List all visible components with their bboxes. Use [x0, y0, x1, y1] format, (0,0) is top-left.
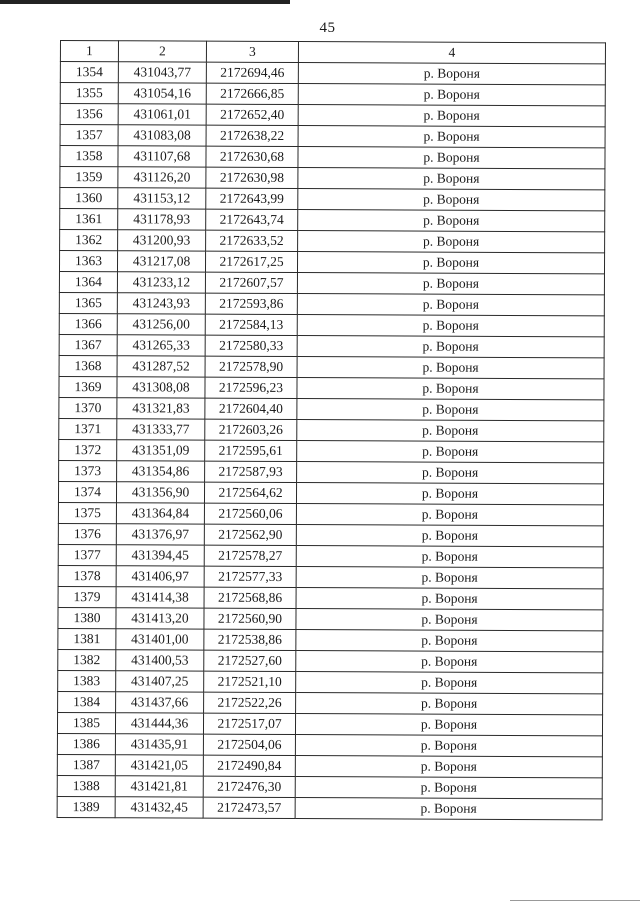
- coord-x-cell: 431421,05: [115, 755, 203, 776]
- coord-x-cell: 431414,38: [116, 587, 204, 608]
- coord-x-cell: 431376,97: [116, 524, 204, 545]
- point-number-cell: 1382: [58, 649, 116, 670]
- point-number-cell: 1364: [59, 271, 117, 292]
- table-row: [60, 83, 605, 106]
- coord-x-cell: 431407,25: [116, 671, 204, 692]
- table-row: [59, 376, 604, 399]
- coord-y-cell: 2172578,27: [204, 545, 296, 566]
- location-cell: р. Вороня: [296, 588, 603, 610]
- table-row: [59, 439, 604, 462]
- coord-x-cell: 431354,86: [117, 461, 205, 482]
- point-number-cell: 1361: [60, 209, 118, 230]
- point-number-cell: 1379: [58, 586, 116, 607]
- header-col-1: 1: [60, 41, 118, 62]
- location-cell: р. Вороня: [296, 651, 603, 673]
- coord-y-cell: 2172607,57: [205, 272, 297, 293]
- location-cell: р. Вороня: [297, 357, 604, 379]
- location-cell: р. Вороня: [297, 315, 604, 337]
- coord-y-cell: 2172587,93: [205, 461, 297, 482]
- point-number-cell: 1387: [57, 754, 115, 775]
- coord-y-cell: 2172578,90: [205, 356, 297, 377]
- location-cell: р. Вороня: [296, 567, 603, 589]
- point-number-cell: 1383: [58, 670, 116, 691]
- location-cell: р. Вороня: [297, 378, 604, 400]
- point-number-cell: 1360: [60, 188, 118, 209]
- point-number-cell: 1366: [59, 313, 117, 334]
- coord-y-cell: 2172527,60: [204, 650, 296, 671]
- coord-y-cell: 2172596,23: [205, 377, 297, 398]
- coord-x-cell: 431178,93: [118, 209, 206, 230]
- coord-y-cell: 2172604,40: [205, 398, 297, 419]
- location-cell: р. Вороня: [296, 546, 603, 568]
- coord-x-cell: 431321,83: [117, 398, 205, 419]
- coord-y-cell: 2172643,74: [206, 209, 298, 230]
- coordinates-table: [57, 40, 606, 820]
- table-row: [59, 334, 604, 357]
- table-row: [60, 62, 605, 85]
- coord-y-cell: 2172538,86: [204, 629, 296, 650]
- coord-x-cell: 431421,81: [115, 776, 203, 797]
- location-cell: р. Вороня: [297, 420, 604, 442]
- coord-x-cell: 431406,97: [116, 566, 204, 587]
- location-cell: р. Вороня: [295, 777, 602, 799]
- coord-x-cell: 431287,52: [117, 356, 205, 377]
- table-row: [58, 565, 603, 588]
- location-cell: р. Вороня: [298, 210, 605, 232]
- table-row: [59, 418, 604, 441]
- point-number-cell: 1374: [58, 481, 116, 502]
- location-cell: р. Вороня: [298, 126, 605, 148]
- coord-y-cell: 2172633,52: [206, 230, 298, 251]
- point-number-cell: 1376: [58, 523, 116, 544]
- coord-x-cell: 431200,93: [118, 230, 206, 251]
- coord-y-cell: 2172584,13: [205, 314, 297, 335]
- table-row: [59, 251, 604, 274]
- coord-y-cell: 2172694,46: [206, 62, 298, 83]
- point-number-cell: 1358: [60, 146, 118, 167]
- coord-y-cell: 2172473,57: [203, 797, 295, 818]
- point-number-cell: 1389: [57, 796, 115, 817]
- location-cell: р. Вороня: [296, 693, 603, 715]
- table-row: [57, 712, 602, 735]
- coord-x-cell: 431153,12: [118, 188, 206, 209]
- point-number-cell: 1388: [57, 775, 115, 796]
- table-row: [60, 146, 605, 169]
- location-cell: р. Вороня: [295, 756, 602, 778]
- point-number-cell: 1367: [59, 334, 117, 355]
- coord-y-cell: 2172638,22: [206, 125, 298, 146]
- coord-y-cell: 2172630,68: [206, 146, 298, 167]
- coord-x-cell: 431308,08: [117, 377, 205, 398]
- point-number-cell: 1357: [60, 125, 118, 146]
- coord-x-cell: 431333,77: [117, 419, 205, 440]
- table-row: [57, 733, 602, 756]
- coord-y-cell: 2172476,30: [203, 776, 295, 797]
- point-number-cell: 1372: [59, 439, 117, 460]
- coord-x-cell: 431083,08: [118, 125, 206, 146]
- location-cell: р. Вороня: [297, 462, 604, 484]
- table-row: [60, 125, 605, 148]
- coord-x-cell: 431400,53: [116, 650, 204, 671]
- table-row: [58, 607, 603, 630]
- location-cell: р. Вороня: [295, 735, 602, 757]
- table-row: [57, 796, 602, 819]
- table-row: [60, 104, 605, 127]
- location-cell: р. Вороня: [298, 168, 605, 190]
- location-cell: р. Вороня: [296, 609, 603, 631]
- location-cell: р. Вороня: [298, 231, 605, 253]
- table-row: [59, 355, 604, 378]
- table-row: [58, 544, 603, 567]
- table-body: [57, 62, 605, 820]
- coord-y-cell: 2172617,25: [205, 251, 297, 272]
- header-row: [60, 41, 605, 64]
- point-number-cell: 1378: [58, 565, 116, 586]
- coord-y-cell: 2172603,26: [205, 419, 297, 440]
- point-number-cell: 1354: [60, 62, 118, 83]
- location-cell: р. Вороня: [297, 294, 604, 316]
- coord-y-cell: 2172577,33: [204, 566, 296, 587]
- location-cell: р. Вороня: [298, 63, 605, 85]
- coord-y-cell: 2172560,06: [204, 503, 296, 524]
- table-row: [59, 313, 604, 336]
- point-number-cell: 1381: [58, 628, 116, 649]
- header-col-3: 3: [206, 41, 298, 62]
- table-header: [60, 41, 605, 64]
- coord-x-cell: 431243,93: [117, 293, 205, 314]
- table-row: [58, 481, 603, 504]
- scan-edge-rule-bottom: [510, 900, 640, 901]
- location-cell: р. Вороня: [297, 273, 604, 295]
- coord-x-cell: 431437,66: [116, 692, 204, 713]
- table-row: [60, 167, 605, 190]
- point-number-cell: 1368: [59, 355, 117, 376]
- coord-y-cell: 2172517,07: [203, 713, 295, 734]
- coord-x-cell: 431394,45: [116, 545, 204, 566]
- point-number-cell: 1375: [58, 502, 116, 523]
- location-cell: р. Вороня: [296, 630, 603, 652]
- point-number-cell: 1380: [58, 607, 116, 628]
- coord-y-cell: 2172580,33: [205, 335, 297, 356]
- coord-x-cell: 431435,91: [115, 734, 203, 755]
- point-number-cell: 1373: [59, 460, 117, 481]
- table-row: [58, 691, 603, 714]
- location-cell: р. Вороня: [296, 483, 603, 505]
- point-number-cell: 1359: [60, 167, 118, 188]
- coord-y-cell: 2172560,90: [204, 608, 296, 629]
- point-number-cell: 1385: [57, 712, 115, 733]
- table-row: [59, 271, 604, 294]
- point-number-cell: 1386: [57, 733, 115, 754]
- location-cell: р. Вороня: [295, 714, 602, 736]
- coord-x-cell: 431364,84: [116, 503, 204, 524]
- location-cell: р. Вороня: [296, 504, 603, 526]
- coord-x-cell: 431444,36: [115, 713, 203, 734]
- point-number-cell: 1362: [60, 230, 118, 251]
- coord-y-cell: 2172564,62: [204, 482, 296, 503]
- location-cell: р. Вороня: [298, 189, 605, 211]
- table-row: [60, 188, 605, 211]
- coord-x-cell: 431107,68: [118, 146, 206, 167]
- coord-x-cell: 431256,00: [117, 314, 205, 335]
- table-row: [58, 670, 603, 693]
- location-cell: р. Вороня: [298, 84, 605, 106]
- coord-x-cell: 431043,77: [118, 62, 206, 83]
- point-number-cell: 1377: [58, 544, 116, 565]
- coord-x-cell: 431061,01: [118, 104, 206, 125]
- coord-x-cell: 431265,33: [117, 335, 205, 356]
- point-number-cell: 1371: [59, 418, 117, 439]
- coord-y-cell: 2172504,06: [203, 734, 295, 755]
- coord-y-cell: 2172562,90: [204, 524, 296, 545]
- point-number-cell: 1369: [59, 376, 117, 397]
- point-number-cell: 1355: [60, 83, 118, 104]
- coord-y-cell: 2172593,86: [205, 293, 297, 314]
- table-row: [58, 628, 603, 651]
- table-row: [60, 209, 605, 232]
- location-cell: р. Вороня: [296, 672, 603, 694]
- table-row: [59, 460, 604, 483]
- point-number-cell: 1365: [59, 292, 117, 313]
- coord-y-cell: 2172643,99: [206, 188, 298, 209]
- table-row: [59, 397, 604, 420]
- coord-y-cell: 2172652,40: [206, 104, 298, 125]
- coord-x-cell: 431126,20: [118, 167, 206, 188]
- point-number-cell: 1384: [58, 691, 116, 712]
- location-cell: р. Вороня: [295, 798, 602, 820]
- table-row: [58, 586, 603, 609]
- coord-y-cell: 2172568,86: [204, 587, 296, 608]
- location-cell: р. Вороня: [297, 441, 604, 463]
- coord-x-cell: 431217,08: [117, 251, 205, 272]
- coord-y-cell: 2172522,26: [204, 692, 296, 713]
- coord-x-cell: 431233,12: [117, 272, 205, 293]
- coord-x-cell: 431356,90: [116, 482, 204, 503]
- coord-x-cell: 431401,00: [116, 629, 204, 650]
- header-col-2: 2: [118, 41, 206, 62]
- table-row: [57, 775, 602, 798]
- point-number-cell: 1370: [59, 397, 117, 418]
- scan-edge-rule: [0, 0, 290, 4]
- table-row: [60, 230, 605, 253]
- location-cell: р. Вороня: [297, 399, 604, 421]
- point-number-cell: 1356: [60, 104, 118, 125]
- table-row: [58, 649, 603, 672]
- table-row: [57, 754, 602, 777]
- page-number: 45: [319, 20, 336, 36]
- table-row: [59, 292, 604, 315]
- point-number-cell: 1363: [59, 251, 117, 272]
- location-cell: р. Вороня: [298, 147, 605, 169]
- coord-x-cell: 431351,09: [117, 440, 205, 461]
- location-cell: р. Вороня: [297, 336, 604, 358]
- coord-y-cell: 2172490,84: [203, 755, 295, 776]
- location-cell: р. Вороня: [296, 525, 603, 547]
- table-row: [58, 502, 603, 525]
- table-row: [58, 523, 603, 546]
- coord-y-cell: 2172521,10: [204, 671, 296, 692]
- coord-y-cell: 2172595,61: [205, 440, 297, 461]
- header-col-4: 4: [298, 42, 605, 64]
- coord-x-cell: 431413,20: [116, 608, 204, 629]
- coord-x-cell: 431432,45: [115, 797, 203, 818]
- location-cell: р. Вороня: [297, 252, 604, 274]
- coord-x-cell: 431054,16: [118, 83, 206, 104]
- location-cell: р. Вороня: [298, 105, 605, 127]
- coord-y-cell: 2172630,98: [206, 167, 298, 188]
- coord-y-cell: 2172666,85: [206, 83, 298, 104]
